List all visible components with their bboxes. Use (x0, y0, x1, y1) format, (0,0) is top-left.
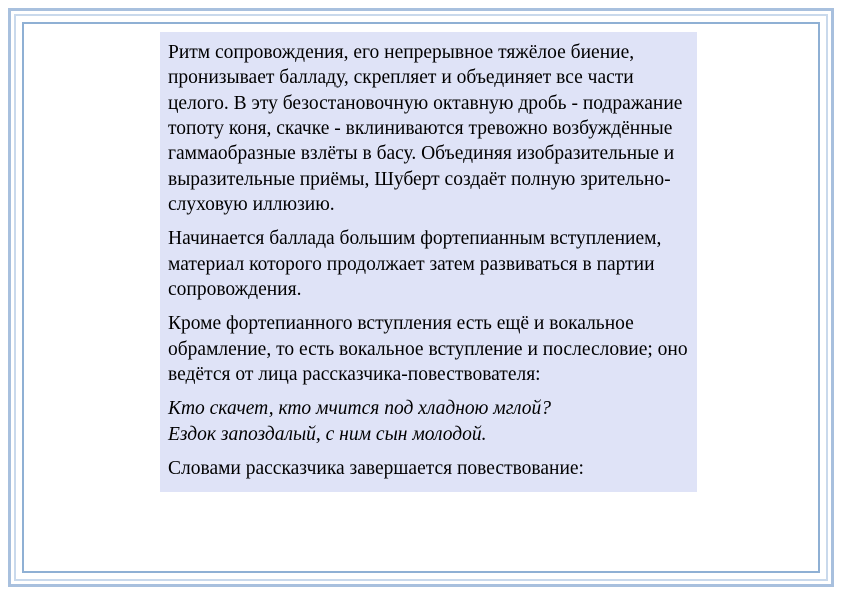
verse-quote (168, 396, 691, 447)
closing-paragraph: Словами рассказчика завершается повествование: (168, 458, 584, 480)
paragraph-3: Кроме фортепианного вступления есть ещё и вокальное обрамление, то есть вокальное вступление и послесловие; оно ведётся от лица рассказчика-повествователя: (168, 313, 688, 386)
text-content-block (160, 32, 697, 492)
paragraph-2: Начинается баллада большим фортепианным вступлением, материал которого продолжает затем развиваться в партии сопровождения. (168, 228, 662, 301)
verse-line-2: Ездок запоздалый, с ним сын молодой. (168, 423, 487, 445)
paragraph-1: Ритм сопровождения, его непрерывное тяжёлое биение, пронизывает балладу, скрепляет и объединяет все части целого. В эту безостановочную октавную дробь - подражание топоту коня, скачке - вклиниваются тревожно возбуждённые гаммаобразные взлёты в басу. Объединяя изобразительные и выразительные приёмы, Шуберт создаёт полную зрительно-слуховую иллюзию. (168, 42, 683, 216)
verse-line-1: Кто скачет, кто мчится под хладною мглой? (168, 398, 552, 420)
